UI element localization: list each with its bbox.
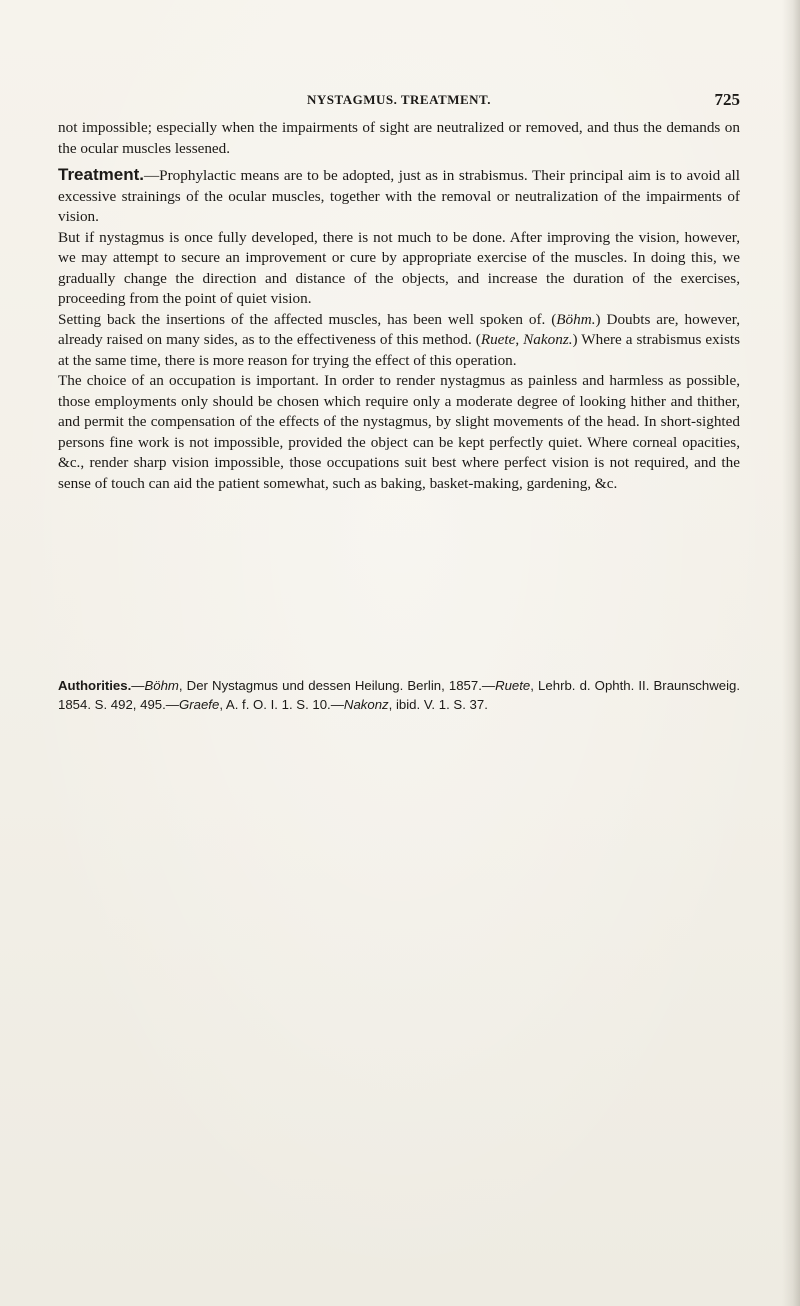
body-text [58, 118, 740, 494]
reference-ruete: Ruete [495, 678, 531, 693]
text-span: — [131, 678, 145, 693]
citation-ruete: Ruete [480, 331, 516, 348]
reference-bohm: Böhm [144, 678, 179, 693]
page-edge-shadow [782, 0, 800, 1306]
text-span: , Der Nystagmus und dessen Heilung. Berlin, 1857.— [178, 678, 496, 693]
reference-graefe: Graefe [178, 696, 220, 712]
paragraph-insertions [58, 310, 740, 372]
text-span: , ibid. V. 1. S. 37. [388, 696, 488, 712]
citation-bohm: Böhm. [556, 310, 596, 328]
section-heading-treatment: Treatment. [58, 165, 144, 184]
authorities-text [58, 677, 740, 714]
page-number: 725 [714, 90, 740, 109]
paragraph-exercise: But if nystagmus is once fully developed, there is not much to be done. After improving the vision, however, we may attempt to secure an improvement or cure by appropriate exercise of the muscles. In doing this, we gradually change the direction and distance of the objects, and increase the duration of the exercises, proceeding from the point of quiet vision. [58, 228, 740, 307]
page-header [58, 92, 740, 112]
text-span: , [515, 331, 524, 348]
authorities-heading: Authorities. [58, 678, 132, 693]
text-span: Setting back the insertions of the affected muscles, has been well spoken of. ( [58, 310, 557, 328]
paragraph-occupation: The choice of an occupation is important. In order to render nystagmus as painless and harmless as possible, those employments only should be chosen which require only a moderate degree of looking hither and thither, and permit the compensation of the effects of the nystagmus, by slight movements of the head. In short-sighted persons fine work is not impossible, provided the object can be kept perfectly quiet. Where corneal opacities, &c., render sharp vision impossible, those occupations suit best where perfect vision is not required, and the sense of touch can aid the patient somewhat, such as baking, basket-making, gardening, &c. [58, 372, 740, 492]
paragraph-continuation: not impossible; especially when the impairments of sight are neutralized or removed, and thus the demands on the ocular muscles lessened. [58, 119, 740, 157]
text-span: , A. f. O. I. 1. S. 10.— [219, 696, 344, 712]
paragraph-treatment [58, 165, 740, 228]
text-span: ) Doubts are, however, already raised on many sides, as to the effectiveness of this method. ( [58, 310, 740, 348]
citation-nakonz: Nakonz. [523, 331, 573, 348]
running-head: NYSTAGMUS. TREATMENT. [307, 92, 491, 107]
paragraph-treatment-text: —Prophylactic means are to be adopted, just as in strabismus. Their principal aim is to avoid all excessive strainings of the ocular muscles, together with the removal or neutralization of the impairments of vision. [58, 167, 740, 225]
text-span: , Lehrb. d. Ophth. II. Braunschweig. 1854. S. 492, 495.— [58, 678, 740, 712]
authorities-section [58, 677, 740, 714]
reference-nakonz: Nakonz [343, 696, 389, 712]
text-span: ) Where a strabismus exists at the same time, there is more reason for trying the effect of this operation. [58, 331, 740, 369]
